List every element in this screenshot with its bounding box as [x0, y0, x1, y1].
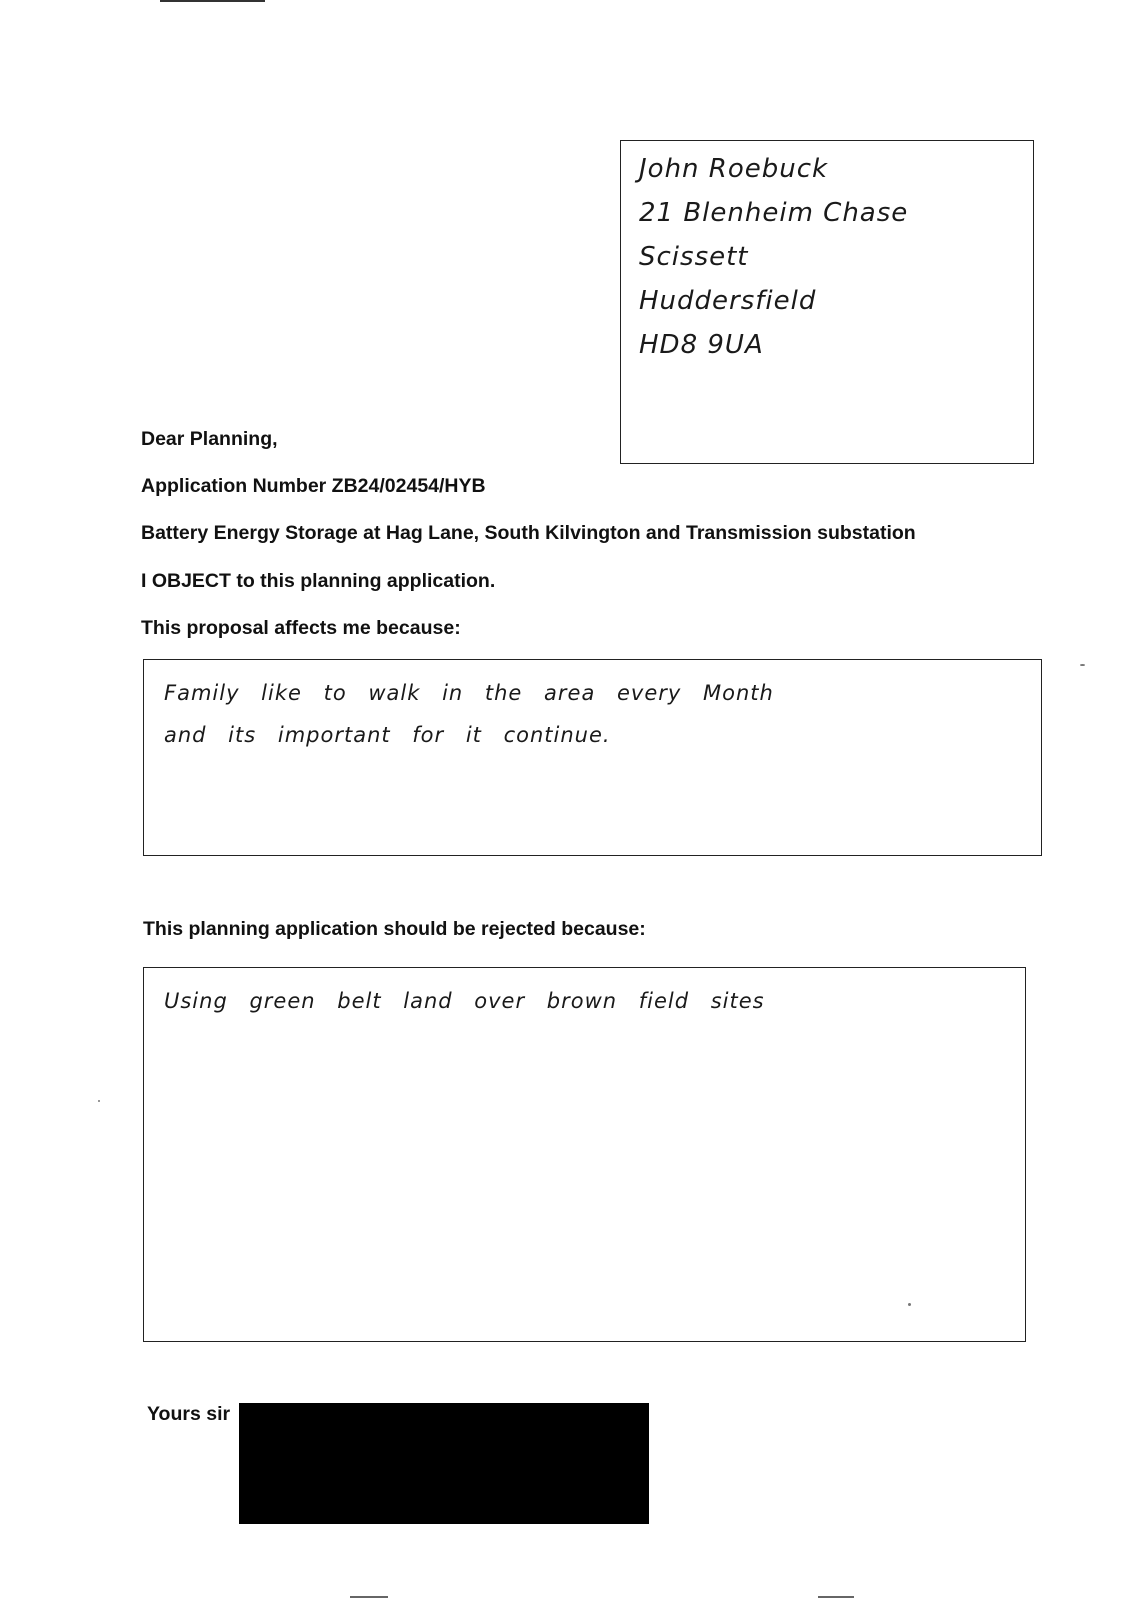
- address-postcode: HD8 9UA: [639, 330, 764, 360]
- affects-prompt: This proposal affects me because:: [141, 617, 461, 639]
- subject-line: Battery Energy Storage at Hag Lane, South Kilvington and Transmission substation: [141, 522, 916, 544]
- application-number: Application Number ZB24/02454/HYB: [141, 475, 486, 497]
- address-village: Scissett: [639, 242, 749, 272]
- objection-statement: I OBJECT to this planning application.: [141, 570, 496, 592]
- affects-answer-line-1: Family like to walk in the area every Month: [164, 681, 774, 705]
- scan-mark-bottom-left: [350, 1596, 388, 1598]
- closing: Yours sir: [147, 1403, 231, 1425]
- address-name: John Roebuck: [639, 154, 829, 184]
- redaction-block: [239, 1403, 649, 1524]
- address-box: [620, 140, 1034, 464]
- scan-mark-top: [160, 0, 265, 2]
- reject-prompt: This planning application should be rejected because:: [143, 918, 646, 940]
- reject-answer-line-1: Using green belt land over brown field sites: [164, 989, 765, 1013]
- affects-answer-line-2: and its important for it continue.: [164, 723, 611, 747]
- scan-speck: [1080, 664, 1085, 666]
- salutation: Dear Planning,: [141, 428, 278, 450]
- address-town: Huddersfield: [639, 286, 817, 316]
- affects-answer-box: [143, 659, 1042, 856]
- scan-speck: [908, 1303, 911, 1306]
- scan-speck: [98, 1100, 100, 1102]
- address-street: 21 Blenheim Chase: [639, 198, 909, 228]
- reject-answer-box: [143, 967, 1026, 1342]
- scan-mark-bottom-right: [818, 1596, 854, 1598]
